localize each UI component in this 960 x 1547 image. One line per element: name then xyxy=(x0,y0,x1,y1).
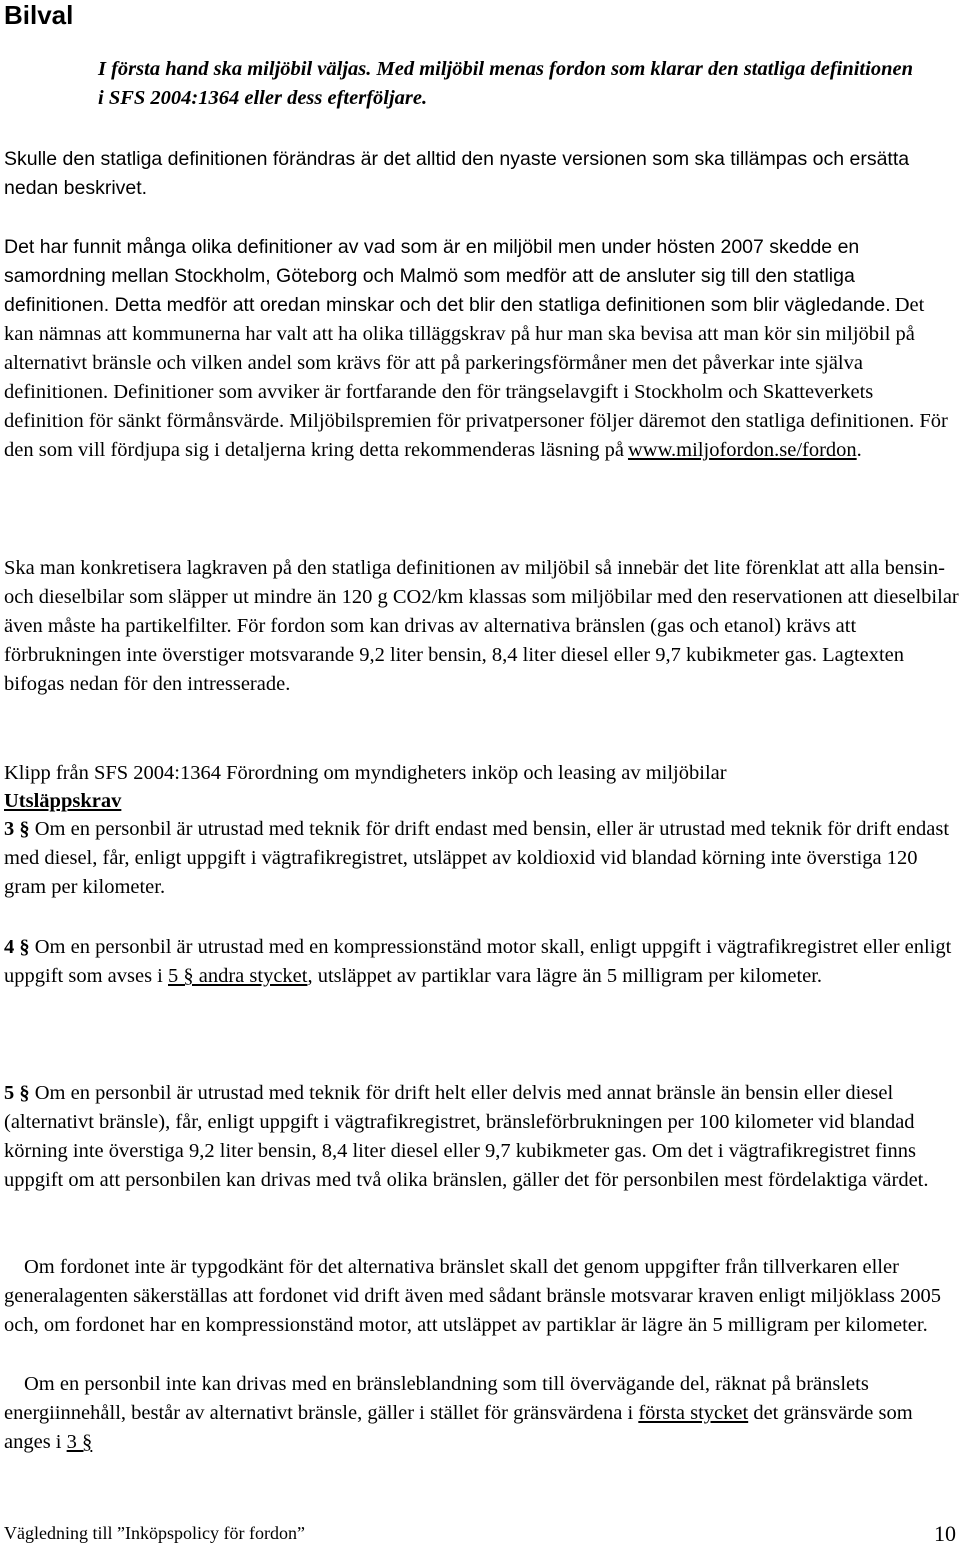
fuel-blend-text-b: det gränsvärde som anges i xyxy=(4,1402,913,1453)
section-3-paragraph xyxy=(4,815,954,902)
sfs-excerpt-title: Klipp från SFS 2004:1364 Förordning om myndigheters inköp och leasing av miljöbilar xyxy=(4,762,727,784)
page-footer: Vägledning till ”Inköpspolicy för fordon” xyxy=(4,1523,305,1543)
definitions-sans-text: Det har funnit många olika definitioner av vad som är en miljöbil men under hösten 2007 skedde en samordning mellan Stockholm, Göteborg och Malmö som medför att de ansluter sig till den statliga definitionen. Detta medför att oredan minskar och det blir den statliga definitionen som blir vägledande. xyxy=(4,236,891,316)
section-3-sign: § xyxy=(19,818,30,840)
section-5-number: 5 xyxy=(4,1082,15,1104)
requirements-paragraph: Ska man konkretisera lagkraven på den statliga definitionen av miljöbil så innebär det lite förenklat att alla bensin- och dieselbilar som släpper ut mindre än 120 g CO2/km klassas som miljöbilar med den reservationen att dieselbilar även måste ha partikelfilter. För fordon som kan drivas av alternativa bränslen (gas och etanol) krävs att förbrukningen inte överstiger motsvarande 9,2 liter bensin, 8,4 liter diesel eller 9,7 kubikmeter gas. Lagtexten bifogas nedan för den intresserade. xyxy=(4,557,959,695)
type-approval-text: Om fordonet inte är typgodkänt för det alternativa bränslet skall det genom uppgifter från tillverkaren eller generalagenten säkerställas att fordonet vid drift även med sådant bränsle motsvarar kraven enligt miljöklass 2005 och, om fordonet har en kompressionständ motor, att utsläppet av partiklar är lägre än 5 milligram per kilometer. xyxy=(4,1256,942,1336)
miljofordon-link[interactable]: www.miljofordon.se/fordon xyxy=(627,439,857,461)
type-approval-paragraph xyxy=(4,1253,954,1340)
section-4-paragraph xyxy=(4,933,954,991)
section-4-number: 4 xyxy=(4,936,15,958)
section-5-sign: § xyxy=(19,1082,30,1104)
fuel-blend-paragraph xyxy=(4,1370,954,1457)
section-5-text: Om en personbil är utrustad med teknik för drift helt eller delvis med annat bränsle än bensin eller diesel (alternativt bränsle), får, enligt uppgift i vägtrafikregistret, bränsleförbrukningen per 100 kilometer vid blandad körning inte överstiga 9,2 liter bensin, 8,4 liter diesel eller 9,7 kubikmeter gas. Om det i vägtrafikregistret finns uppgift om att personbilen kan drivas med två olika bränslen, gäller det för personbilen mest fördelaktiga värdet. xyxy=(4,1082,929,1191)
emission-requirements-heading xyxy=(4,787,954,816)
fuel-blend-text-a: Om en personbil inte kan drivas med en bränsleblandning som till övervägande del, räknat på bränslets energiinnehåll, består av alternativt bränsle, gäller i stället för gränsvärdena i xyxy=(4,1373,869,1424)
section-5-reference-link[interactable]: 5 § andra stycket xyxy=(168,965,308,987)
section-3-text: Om en personbil är utrustad med teknik för drift endast med bensin, eller är utrustad med teknik för drift endast med diesel, får, enligt uppgift i vägtrafikregistret, utsläppet av koldioxid vid blandad körning inte överstiga 120 gram per kilometer. xyxy=(4,818,950,898)
section-4-text-b: , utsläppet av partiklar vara lägre än 5 milligram per kilometer. xyxy=(307,965,823,987)
definitions-serif-text: Det kan nämnas att kommunerna har valt att ha olika tilläggskrav på hur man ska bevisa att man kör sin miljöbil på alternativt bränsle och vilken andel som krävs för att på parkeringsförmåner men det påverkar inte själva definitionen. Definitioner som avviker är fortfarande den för trängselavgift i Stockholm och Skatteverkets definition för sänkt förmånsvärde. Miljöbilspremien för privatpersoner följer däremot den statliga definitionen. För den som vill fördjupa sig i detaljerna kring detta rekommenderas läsning på xyxy=(4,294,948,461)
section-3-number: 3 xyxy=(4,818,15,840)
emission-heading-text: Utsläppskrav xyxy=(4,790,122,812)
first-paragraph-link[interactable]: första stycket xyxy=(638,1402,749,1424)
page-number: 10 xyxy=(934,1521,956,1546)
page-title: Bilval xyxy=(4,0,74,30)
section-4-text-a: Om en personbil är utrustad med en kompressionständ motor skall, enligt uppgift i vägtrafikregistret eller enligt uppgift som avses i xyxy=(4,936,952,987)
section-4-sign: § xyxy=(19,936,30,958)
definitions-end: . xyxy=(856,439,862,461)
intro-paragraph: I första hand ska miljöbil väljas. Med miljöbil menas fordon som klarar den statliga definitionen i SFS 2004:1364 eller dess efterföljare. xyxy=(98,58,913,109)
section-3-reference-link[interactable]: 3 § xyxy=(66,1431,93,1453)
definitions-paragraph xyxy=(4,233,954,465)
section-5-paragraph xyxy=(4,1079,954,1195)
version-paragraph: Skulle den statliga definitionen förändras är det alltid den nyaste versionen som ska tillämpas och ersätta nedan beskrivet. xyxy=(4,148,910,199)
